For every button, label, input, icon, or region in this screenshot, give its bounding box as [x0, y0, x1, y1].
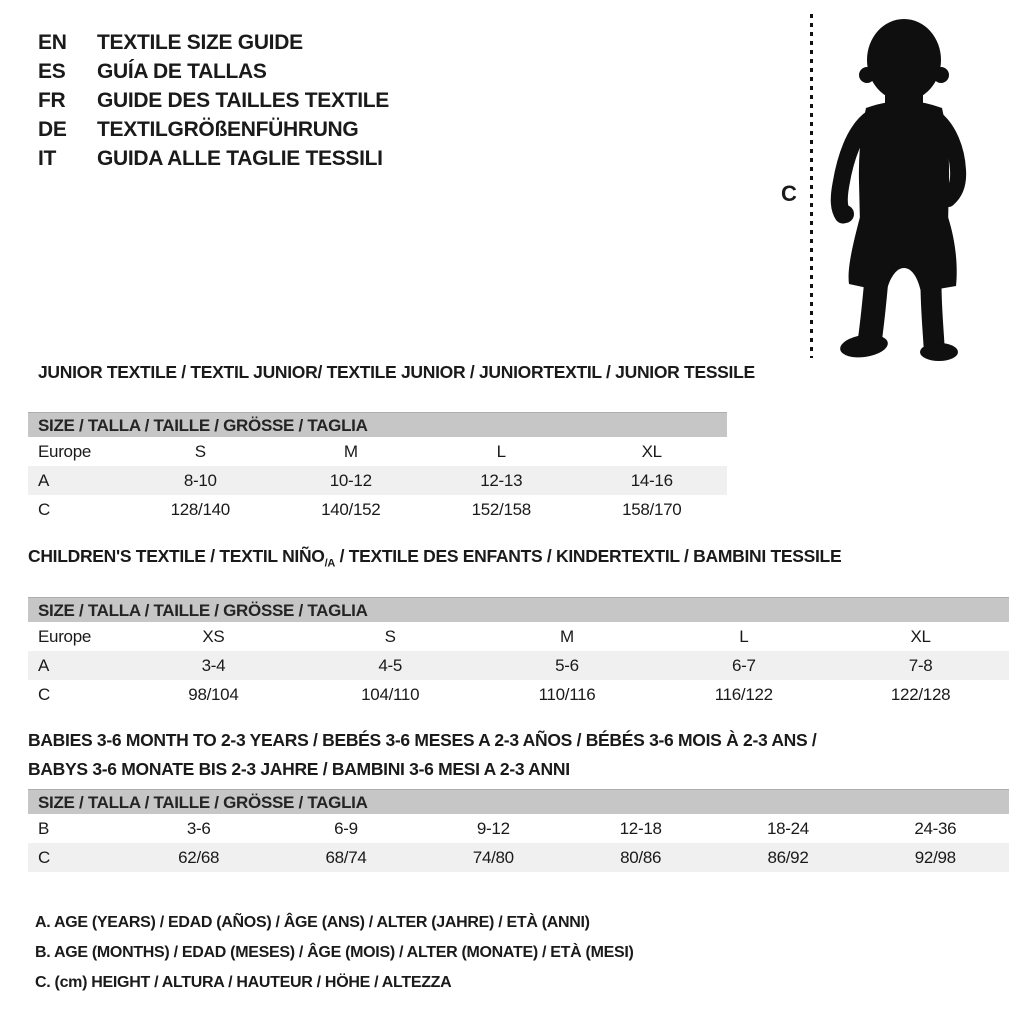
title-text: / TEXTILE DES ENFANTS / KINDERTEXTIL / BAMBINI TESSILE [335, 546, 842, 566]
size-cell: XS [202, 626, 225, 646]
language-row-en [38, 28, 389, 57]
value-cell: 122/128 [890, 684, 951, 704]
size-cell: XL [910, 626, 931, 646]
language-row-es [38, 57, 389, 86]
value-cell: 3-6 [186, 819, 211, 838]
size-header-band: SIZE / TALLA / TAILLE / GRÖSSE / TAGLIA [28, 597, 1009, 622]
title-line-1: BABIES 3-6 MONTH TO 2-3 YEARS / BEBÉS 3-6 MESES A 2-3 AÑOS / BÉBÉS 3-6 MOIS À 2-3 ANS / [28, 730, 817, 750]
guide-title-es: GUÍA DE TALLAS [97, 59, 267, 83]
table-row-age-years [28, 651, 1009, 680]
row-label: Europe [38, 442, 92, 461]
language-code: DE [38, 117, 67, 141]
language-row-de [38, 115, 389, 144]
title-subscript: /A [324, 557, 336, 570]
value-cell: 12-13 [480, 471, 523, 490]
value-cell: 140/152 [321, 500, 381, 519]
value-cell: 104/110 [361, 684, 420, 704]
value-cell: 12-18 [619, 819, 662, 838]
value-cell: 98/104 [188, 684, 239, 704]
value-cell: 3-4 [201, 655, 226, 675]
footnote-a: A. AGE (YEARS) / EDAD (AÑOS) / ÂGE (ANS) / ALTER (JAHRE) / ETÀ (ANNI) [35, 914, 590, 931]
value-cell: 8-10 [183, 471, 217, 490]
language-row-fr [38, 86, 389, 115]
size-cell: XL [641, 442, 662, 461]
junior-size-table [28, 412, 727, 524]
size-header-band: SIZE / TALLA / TAILLE / GRÖSSE / TAGLIA [28, 789, 1009, 814]
row-label: A [38, 655, 50, 675]
value-cell: 74/80 [472, 848, 514, 867]
babies-size-table [28, 789, 1009, 872]
size-cell: M [560, 626, 574, 646]
guide-title-it: GUIDA ALLE TAGLIE TESSILI [97, 146, 383, 170]
value-cell: 158/170 [622, 500, 682, 519]
language-code: FR [38, 88, 66, 112]
language-code: ES [38, 59, 66, 83]
language-code: EN [38, 30, 67, 54]
section-junior-textile [28, 362, 755, 524]
height-measure-dotted-line [810, 14, 813, 358]
section-title-junior: JUNIOR TEXTILE / TEXTIL JUNIOR/ TEXTILE JUNIOR / JUNIORTEXTIL / JUNIOR TESSILE [38, 362, 755, 382]
table-row-europe [28, 622, 1009, 651]
value-cell: 128/140 [170, 500, 230, 519]
row-label: Europe [38, 626, 92, 646]
value-cell: 24-36 [914, 819, 957, 838]
value-cell: 18-24 [766, 819, 809, 838]
value-cell: 80/86 [620, 848, 662, 867]
size-cell: M [343, 442, 358, 461]
value-cell: 110/116 [538, 684, 596, 704]
value-cell: 4-5 [378, 655, 403, 675]
title-line-2: BABYS 3-6 MONATE BIS 2-3 JAHRE / BAMBINI 3-6 MESI A 2-3 ANNI [28, 759, 570, 779]
table-row-europe [28, 437, 727, 466]
row-label: C [38, 684, 50, 704]
table-row-height-cm [28, 495, 727, 524]
value-cell: 152/158 [471, 500, 531, 519]
section-children-textile [28, 546, 1009, 709]
children-size-table [28, 597, 1009, 709]
value-cell: 6-9 [334, 819, 358, 838]
language-title-list [38, 28, 389, 173]
value-cell: 14-16 [630, 471, 673, 490]
toddler-silhouette-icon [826, 12, 978, 362]
row-label: A [38, 471, 50, 490]
size-cell: L [739, 626, 749, 646]
guide-title-en: TEXTILE SIZE GUIDE [97, 30, 303, 54]
guide-title-fr: GUIDE DES TAILLES TEXTILE [97, 88, 389, 112]
value-cell: 6-7 [731, 655, 756, 675]
size-cell: S [384, 626, 396, 646]
size-cell: S [194, 442, 206, 461]
footnote-b: B. AGE (MONTHS) / EDAD (MESES) / ÂGE (MOIS) / ALTER (MONATE) / ETÀ (MESI) [35, 944, 634, 961]
table-row-age-months [28, 814, 1009, 843]
value-cell: 7-8 [908, 655, 933, 675]
value-cell: 9-12 [476, 819, 510, 838]
legend-footnotes [35, 908, 634, 998]
value-cell: 86/92 [767, 848, 809, 867]
value-cell: 92/98 [914, 848, 956, 867]
size-cell: L [496, 442, 506, 461]
language-code: IT [38, 146, 57, 170]
title-text: CHILDREN'S TEXTILE / TEXTIL NIÑO [28, 546, 325, 566]
table-row-height-cm [28, 843, 1009, 872]
row-label: C [38, 848, 50, 867]
value-cell: 10-12 [329, 471, 372, 490]
footnote-c: C. (cm) HEIGHT / ALTURA / HAUTEUR / HÖHE / ALTEZZA [35, 974, 452, 991]
size-header-band: SIZE / TALLA / TAILLE / GRÖSSE / TAGLIA [28, 412, 727, 437]
guide-title-de: TEXTILGRÖßENFÜHRUNG [97, 117, 359, 141]
table-row-age-years [28, 466, 727, 495]
value-cell: 62/68 [178, 848, 220, 867]
row-label: B [38, 819, 50, 838]
row-label: C [38, 500, 50, 519]
value-cell: 5-6 [555, 655, 579, 675]
height-measure-label: C [781, 181, 797, 206]
value-cell: 68/74 [325, 848, 367, 867]
section-title-children [28, 546, 1009, 574]
language-row-it [38, 144, 389, 173]
value-cell: 116/122 [714, 684, 773, 704]
table-row-height-cm [28, 680, 1009, 709]
section-title-babies [28, 726, 1009, 784]
section-babies-textile [28, 726, 1009, 872]
